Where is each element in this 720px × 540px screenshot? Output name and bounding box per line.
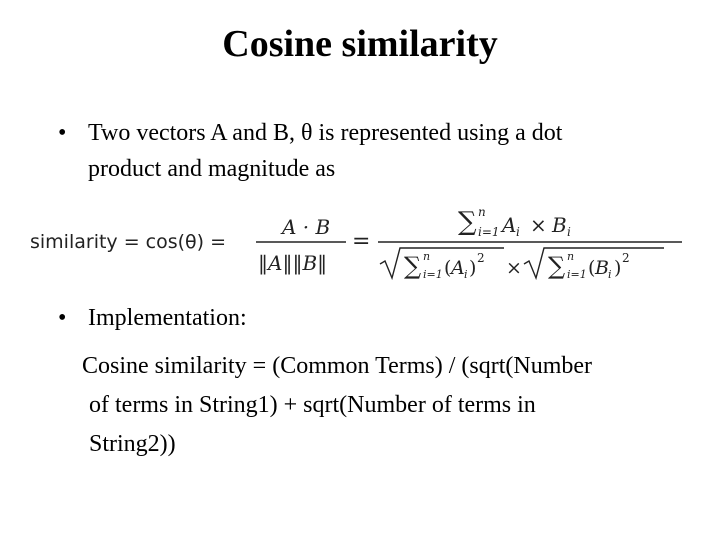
svg-text:×: × bbox=[530, 213, 547, 237]
bullet-line-1: Two vectors A and B, θ is represented using a dot bbox=[88, 120, 563, 146]
svg-text:B: B bbox=[552, 213, 567, 237]
bullet-text: Implementation: bbox=[88, 305, 247, 331]
formula-frac1-numerator: A · B bbox=[282, 215, 331, 239]
implementation-line-2: of terms in String1) + sqrt(Number of terms in bbox=[89, 392, 536, 418]
svg-text:i: i bbox=[464, 268, 468, 281]
formula-graphic bbox=[30, 200, 690, 290]
implementation-text bbox=[82, 347, 682, 464]
svg-text:i: i bbox=[567, 225, 571, 239]
svg-text:×: × bbox=[506, 257, 522, 279]
svg-text:n: n bbox=[567, 250, 575, 263]
svg-text:2: 2 bbox=[622, 251, 630, 265]
svg-text:(: ( bbox=[444, 257, 452, 279]
svg-text:i=1: i=1 bbox=[478, 225, 500, 239]
formula-frac2-denominator bbox=[380, 248, 664, 281]
svg-text:(: ( bbox=[588, 257, 596, 279]
svg-text:i=1: i=1 bbox=[423, 268, 443, 281]
implementation-line-1: Cosine similarity = (Common Terms) / (sqrt(Number bbox=[82, 353, 593, 379]
svg-text:n: n bbox=[478, 205, 486, 219]
formula-frac2-numerator bbox=[458, 205, 571, 239]
svg-text:∑: ∑ bbox=[458, 207, 477, 237]
slide-title: Cosine similarity bbox=[222, 23, 498, 65]
svg-text:∑: ∑ bbox=[548, 252, 566, 280]
formula-lhs: similarity = cos(θ) = bbox=[30, 231, 227, 253]
bullet-marker: • bbox=[58, 120, 67, 146]
svg-text:i: i bbox=[608, 268, 612, 281]
svg-text:i=1: i=1 bbox=[567, 268, 587, 281]
formula-equals: = bbox=[352, 229, 371, 254]
cosine-formula bbox=[30, 200, 690, 290]
svg-text:n: n bbox=[423, 250, 431, 263]
svg-text:): ) bbox=[469, 257, 477, 279]
svg-text:): ) bbox=[614, 257, 622, 279]
bullet-marker: • bbox=[58, 305, 67, 331]
bullet-text bbox=[88, 115, 668, 187]
svg-text:A: A bbox=[451, 257, 465, 279]
svg-text:i: i bbox=[516, 225, 520, 239]
svg-text:A: A bbox=[502, 213, 517, 237]
formula-frac1-denominator: ‖A‖‖B‖ bbox=[258, 251, 328, 275]
svg-text:2: 2 bbox=[477, 251, 485, 265]
svg-text:∑: ∑ bbox=[404, 252, 422, 280]
implementation-line-3: String2)) bbox=[89, 431, 176, 457]
bullet-line-2: product and magnitude as bbox=[88, 156, 336, 182]
svg-text:B: B bbox=[595, 257, 609, 279]
